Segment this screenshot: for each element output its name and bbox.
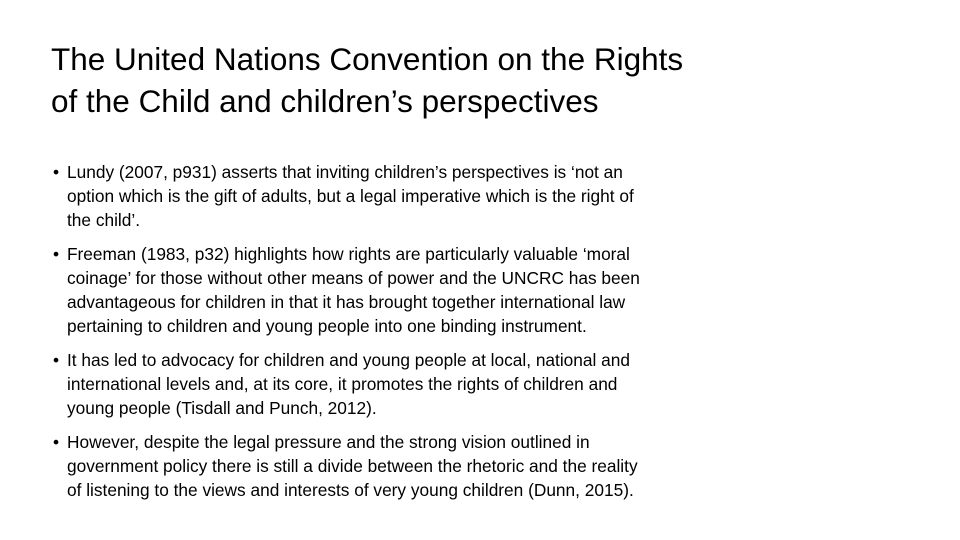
bullet-mark: • (53, 244, 60, 264)
slide-title-line: of the Child and children’s perspectives (51, 83, 599, 119)
bullet-text-line: pertaining to children and young people into one binding instrument. (67, 316, 587, 336)
bullet-text-line: young people (Tisdall and Punch, 2012). (67, 398, 377, 418)
bullet-item (50, 242, 750, 338)
bullet-text-line: international levels and, at its core, it promotes the rights of children and (67, 374, 618, 394)
bullet-text-line: Freeman (1983, p32) highlights how rights are particularly valuable ‘moral (67, 244, 630, 264)
bullet-text-line: of listening to the views and interests of very young children (Dunn, 2015). (67, 480, 634, 500)
bullet-text-line: government policy there is still a divide between the rhetoric and the reality (67, 456, 638, 476)
bullet-mark: • (53, 162, 60, 182)
bullet-mark: • (53, 432, 60, 452)
bullet-text-line: Lundy (2007, p931) asserts that inviting children’s perspectives is ‘not an (67, 162, 623, 182)
bullet-item (50, 430, 750, 502)
bullet-item (50, 160, 750, 232)
bullet-text-line: It has led to advocacy for children and young people at local, national and (67, 350, 630, 370)
bullet-text-line: However, despite the legal pressure and the strong vision outlined in (67, 432, 590, 452)
bullet-text-line: the child’. (67, 210, 141, 230)
bullet-mark: • (53, 350, 60, 370)
slide-title-line: The United Nations Convention on the Rights (51, 41, 684, 77)
bullet-item (50, 348, 750, 420)
slide-title (51, 38, 911, 122)
bullet-text-line: advantageous for children in that it has brought together international law (67, 292, 626, 312)
bullet-text-line: coinage’ for those without other means of power and the UNCRC has been (67, 268, 640, 288)
bullet-list (50, 160, 750, 502)
bullet-text-line: option which is the gift of adults, but a legal imperative which is the right of (67, 186, 634, 206)
